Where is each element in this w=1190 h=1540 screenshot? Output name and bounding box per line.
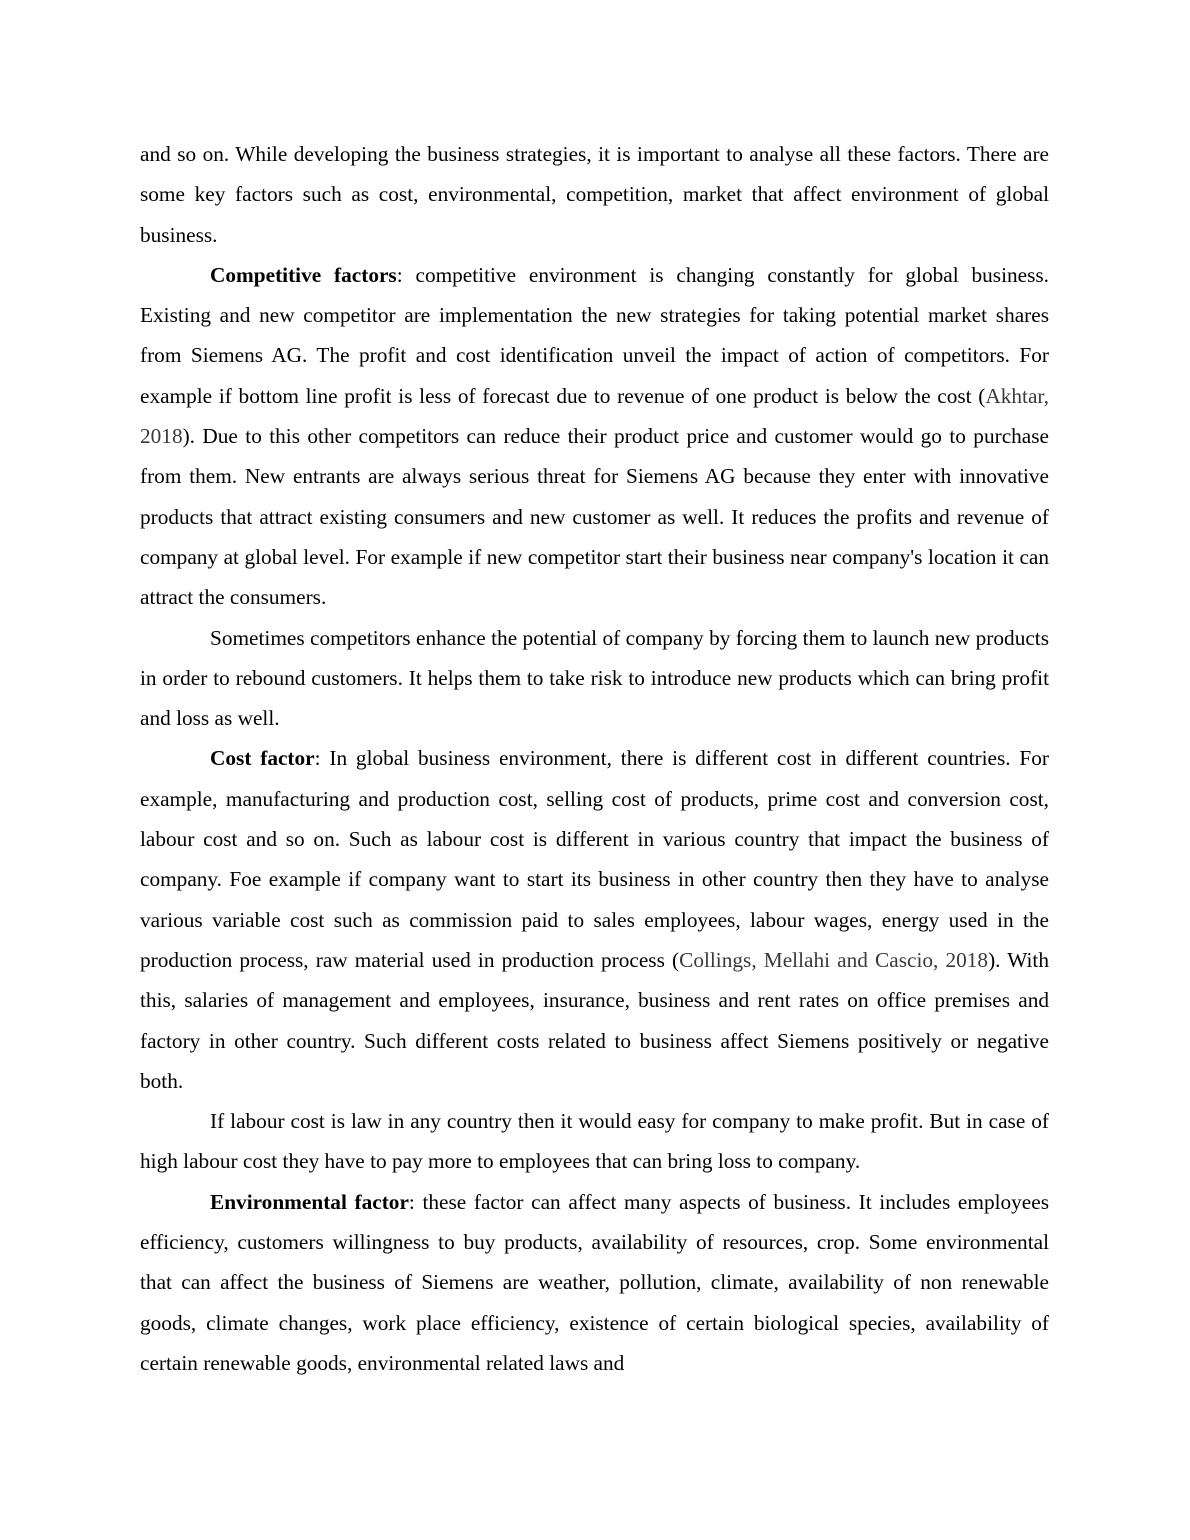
paragraph-competitors-potential (140, 618, 1049, 739)
section-heading-cost-factor: Cost factor (210, 746, 315, 771)
paragraph-text: If labour cost is law in any country then it would easy for company to make profit. But in case of high labour cost they have to pay more to employees that can bring loss to company. (140, 1109, 1049, 1174)
citation-akhtar: Akhtar, 2018 (140, 383, 1049, 449)
paragraph-text: ). With this, salaries of management and employees, insurance, business and rent rates on office premises and factory in other country. Such different costs related to business affect Siemens positively or negative both. (140, 947, 1049, 1093)
paragraph-text: ). Due to this other competitors can reduce their product price and customer would go to purchase from them. New entrants are always serious threat for Siemens AG because they enter with innovative products that attract existing consumers and new customer as well. It reduces the profits and revenue of company at global level. For example if new competitor start their business near company's location it can attract the consumers. (140, 424, 1049, 610)
paragraph-text: : competitive environment is changing constantly for global business. Existing and new competitor are implementation the new strategies for taking potential market shares from Siemens AG. The profit and cost identification unveil the impact of action of competitors. For example if bottom line profit is less of forecast due to revenue of one product is below the cost ( (140, 262, 1050, 408)
paragraph-competitive-factors (140, 255, 1049, 618)
paragraph-cost-factor (140, 738, 1049, 1101)
paragraph-text: : these factor can affect many aspects of business. It includes employees efficiency, customers willingness to buy products, availability of resources, crop. Some environmental that can affect the business of Siemens are weather, pollution, climate, availability of non renewable goods, climate changes, work place efficiency, existence of certain biological species, availability of certain renewable goods, environmental related laws and (140, 1189, 1049, 1375)
paragraph-labour-cost (140, 1101, 1049, 1182)
paragraph-intro-continuation (140, 134, 1049, 255)
paragraph-text: Sometimes competitors enhance the potential of company by forcing them to launch new products in order to rebound customers. It helps them to take risk to introduce new products which can bring profit and loss as well. (140, 625, 1049, 731)
paragraph-text: and so on. While developing the business strategies, it is important to analyse all these factors. There are some key factors such as cost, environmental, competition, market that affect environment of global business. (140, 142, 1049, 247)
document-page (140, 134, 1049, 1383)
section-heading-competitive-factors: Competitive factors (210, 262, 397, 287)
citation-collings: Collings, Mellahi and Cascio, 2018 (679, 947, 989, 972)
paragraph-text: : In global business environment, there is different cost in different countries. For example, manufacturing and production cost, selling cost of products, prime cost and conversion cost, labour cost and so on. Such as labour cost is different in various country that impact the business of company. Foe example if company want to start its business in other country then they have to analyse various variable cost such as commission paid to sales employees, labour wages, energy used in the production process, raw material used in production process ( (140, 746, 1049, 972)
section-heading-environmental-factor: Environmental factor (210, 1189, 409, 1214)
paragraph-environmental-factor (140, 1182, 1049, 1383)
